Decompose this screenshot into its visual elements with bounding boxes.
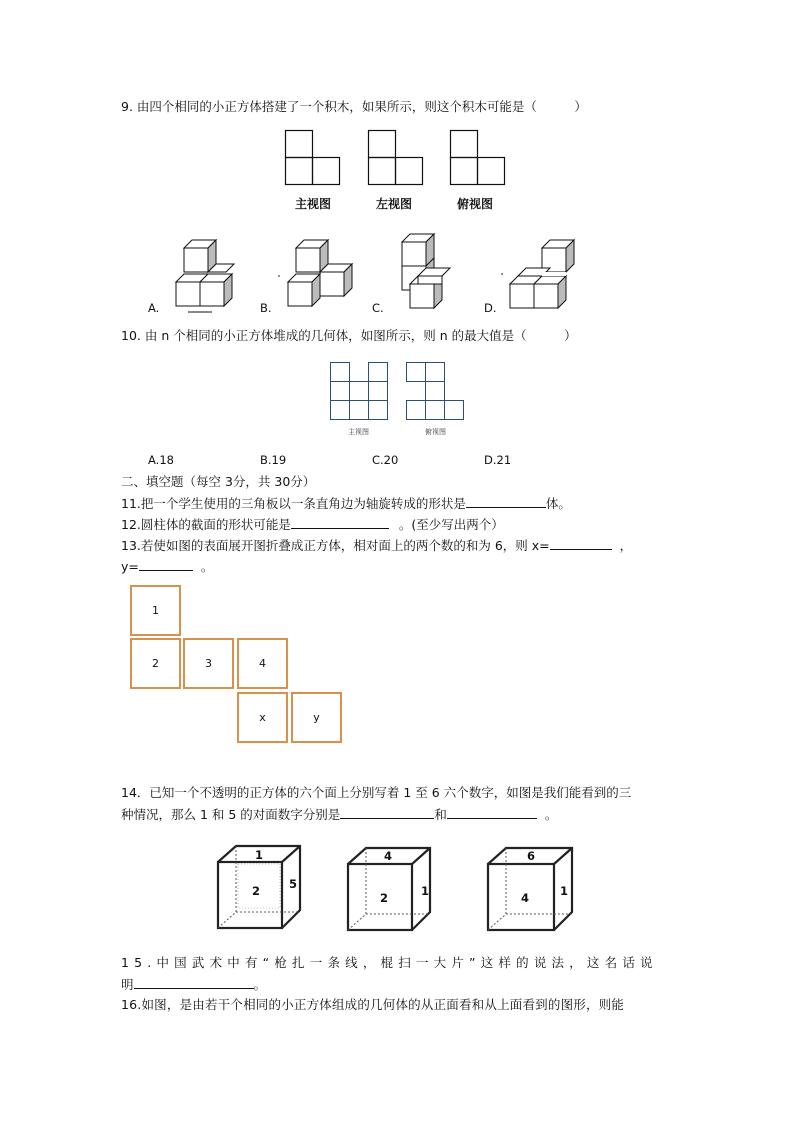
q10-front-view-figure: [330, 362, 388, 420]
q12-post: 。(至少写出两个）: [398, 517, 504, 532]
net-cell-x: x: [237, 692, 288, 743]
die-2-side-number: 1: [421, 884, 430, 898]
q15-post: 。: [253, 977, 267, 992]
q10-option-b: B.19: [260, 453, 287, 467]
question-13-line2: [121, 558, 213, 575]
die-3-top-number: 6: [527, 849, 536, 863]
q13-y-label: y=: [121, 559, 139, 574]
die-1-top-number: 1: [255, 848, 264, 862]
q10-option-d: D.21: [484, 453, 512, 467]
q9-option-c-figure: [398, 234, 470, 312]
net-cell-1: 1: [130, 585, 181, 636]
q14-blank-1[interactable]: [340, 806, 434, 819]
question-16-text: 16.如图，是由若干个相同的小正方体组成的几何体的从正面看和从上面看到的图形，则能: [121, 997, 625, 1012]
q14-text: 种情况，那么 1 和 5 的对面数字分别是: [121, 807, 341, 822]
q12-text: 12.圆柱体的截面的形状可能是: [121, 517, 291, 532]
die-2-top-number: 4: [384, 849, 393, 863]
question-12: [121, 516, 504, 533]
q10-option-c: C.20: [372, 453, 399, 467]
question-15-line2: [121, 976, 266, 993]
q11-blank[interactable]: [466, 495, 546, 508]
q10-front-view-label: 主视图: [348, 428, 369, 436]
q9-option-c-label: C.: [372, 301, 384, 315]
q15-text: 明: [121, 977, 134, 992]
q9-option-d-label: D.: [484, 301, 497, 315]
q9-left-view-figure: [368, 130, 424, 186]
die-3-side-number: 1: [560, 884, 569, 898]
question-14-line2: [121, 806, 557, 823]
net-cell-4: 4: [237, 638, 288, 689]
q11-post: 体。: [545, 496, 571, 511]
q12-blank[interactable]: [291, 516, 389, 529]
q13-x-blank[interactable]: [550, 537, 612, 550]
question-10-text: 10. 由 n 个相同的小正方体堆成的几何体，如图所示，则 n 的最大值是（ ）: [121, 328, 577, 343]
die-1-side-number: 5: [289, 877, 298, 891]
q10-option-a: A.18: [148, 453, 174, 467]
q13-y-blank[interactable]: [139, 558, 193, 571]
q11-text: 11.把一个学生使用的三角板以一条直角边为轴旋转成的形状是: [121, 496, 466, 511]
q9-option-d-figure: [506, 240, 578, 312]
question-11: [121, 495, 571, 512]
q13-comma: ，: [619, 538, 633, 553]
question-9-text: 9. 由四个相同的小正方体搭建了一个积木，如果所示，则这个积木可能是（ ）: [121, 99, 587, 114]
q9-option-a-label: A.: [148, 301, 160, 315]
question-15-line1: 15.中国武术中有“枪扎一条线，棍扫一大片”这样的说法，这名话说: [121, 955, 658, 970]
q9-top-view-figure: [450, 130, 506, 186]
q9-top-view-label: 俯视图: [457, 197, 494, 211]
q14-and: 和: [434, 807, 447, 822]
q9-left-view-label: 左视图: [376, 197, 413, 211]
net-cell-3: 3: [183, 638, 234, 689]
die-3-front-number: 4: [521, 891, 530, 905]
q9-option-b-figure: [284, 240, 356, 310]
q9-front-view-figure: [285, 130, 341, 186]
q10-top-view-label: 俯视图: [425, 428, 446, 436]
q14-blank-2[interactable]: [447, 806, 537, 819]
q9-option-a-figure: [172, 238, 238, 314]
question-13-line1: [121, 537, 632, 554]
q15-blank[interactable]: [134, 976, 254, 989]
q10-top-view-figure: [406, 362, 464, 420]
q14-post: 。: [544, 807, 558, 822]
question-14-line1: 14．已知一个不透明的正方体的六个面上分别写着 1 至 6 六个数字，如图是我们能看到的三: [121, 785, 632, 800]
net-cell-y: y: [291, 692, 342, 743]
net-cell-2: 2: [130, 638, 181, 689]
q13-text: 13.若使如图的表面展开图折叠成正方体，相对面上的两个数的和为 6，则 x=: [121, 538, 550, 553]
die-2-front-number: 2: [380, 891, 389, 905]
q9-option-b-label: B.: [260, 301, 272, 315]
q9-front-view-label: 主视图: [295, 197, 332, 211]
section-2-heading: 二、填空题（每空 3分，共 30分）: [121, 474, 316, 489]
q13-post: 。: [200, 559, 214, 574]
die-1-front-number: 2: [252, 884, 261, 898]
